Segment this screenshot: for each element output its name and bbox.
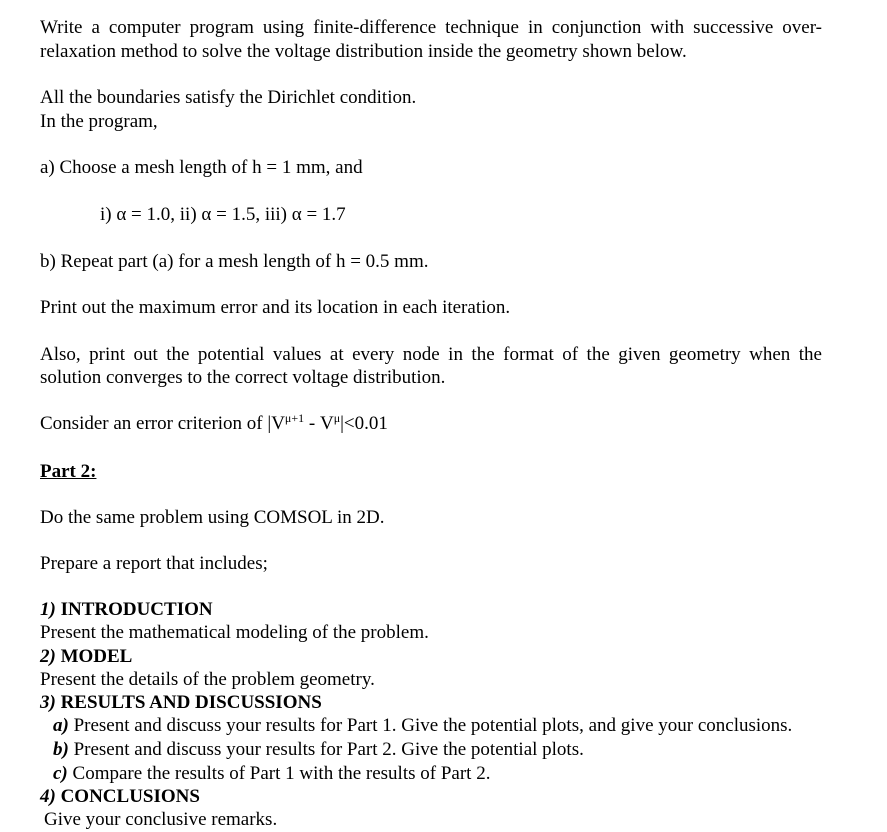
criterion-middle: - V xyxy=(304,413,334,434)
results-item-b-label: b) xyxy=(53,739,69,760)
section-4-number: 4) xyxy=(40,786,56,807)
section-conclusions-heading xyxy=(40,785,200,809)
section-2-number: 2) xyxy=(40,646,56,667)
results-item-a-label: a) xyxy=(53,715,69,736)
report-intro: Prepare a report that includes; xyxy=(40,553,268,574)
print-potential-line-1: Also, print out the potential values at every node in the format of the given geometry when the xyxy=(40,344,822,365)
intro-line-1: Write a computer program using finite-difference technique in conjunction with successive over- xyxy=(40,17,822,38)
results-item-a-text: Present and discuss your results for Part 1. Give the potential plots, and give your conclusions. xyxy=(68,715,793,736)
criterion-prefix: Consider an error criterion of |V xyxy=(40,413,285,434)
boundaries-line-1: All the boundaries satisfy the Dirichlet condition. xyxy=(40,87,417,108)
results-item-a xyxy=(53,714,792,738)
criterion-suffix: |<0.01 xyxy=(340,413,388,434)
section-3-title: RESULTS AND DISCUSSIONS xyxy=(55,692,322,713)
part2-text: Do the same problem using COMSOL in 2D. xyxy=(40,507,385,528)
results-item-c-text: Compare the results of Part 1 with the results of Part 2. xyxy=(67,763,491,784)
results-item-c-label: c) xyxy=(53,763,68,784)
section-2-title: MODEL xyxy=(55,646,133,667)
part-b-text: b) Repeat part (a) for a mesh length of h = 0.5 mm. xyxy=(40,251,429,272)
results-item-b-text: Present and discuss your results for Part 2. Give the potential plots. xyxy=(68,739,584,760)
section-3-number: 3) xyxy=(40,692,56,713)
section-1-number: 1) xyxy=(40,599,56,620)
intro-line-2: relaxation method to solve the voltage distribution inside the geometry shown below. xyxy=(40,41,687,62)
results-item-b xyxy=(53,738,584,762)
section-introduction-text: Present the mathematical modeling of the problem. xyxy=(40,622,429,643)
error-criterion xyxy=(40,412,388,436)
part2-heading: Part 2: xyxy=(40,461,97,482)
print-potential-line-2: solution converges to the correct voltage distribution. xyxy=(40,367,446,388)
print-error-text: Print out the maximum error and its location in each iteration. xyxy=(40,297,511,318)
section-model-heading xyxy=(40,645,132,669)
criterion-superscript-1: μ+1 xyxy=(284,411,305,425)
boundaries-line-2: In the program, xyxy=(40,111,158,132)
part-a-alphas: i) α = 1.0, ii) α = 1.5, iii) α = 1.7 xyxy=(100,204,346,225)
section-1-title: INTRODUCTION xyxy=(55,599,213,620)
section-4-title: CONCLUSIONS xyxy=(55,786,200,807)
section-conclusions-text: Give your conclusive remarks. xyxy=(44,809,278,830)
criterion-superscript-2: μ xyxy=(333,411,341,425)
results-item-c xyxy=(53,762,490,786)
part-a-text: a) Choose a mesh length of h = 1 mm, and xyxy=(40,157,363,178)
section-introduction-heading xyxy=(40,598,213,622)
section-results-heading xyxy=(40,691,322,715)
section-model-text: Present the details of the problem geometry. xyxy=(40,669,375,690)
